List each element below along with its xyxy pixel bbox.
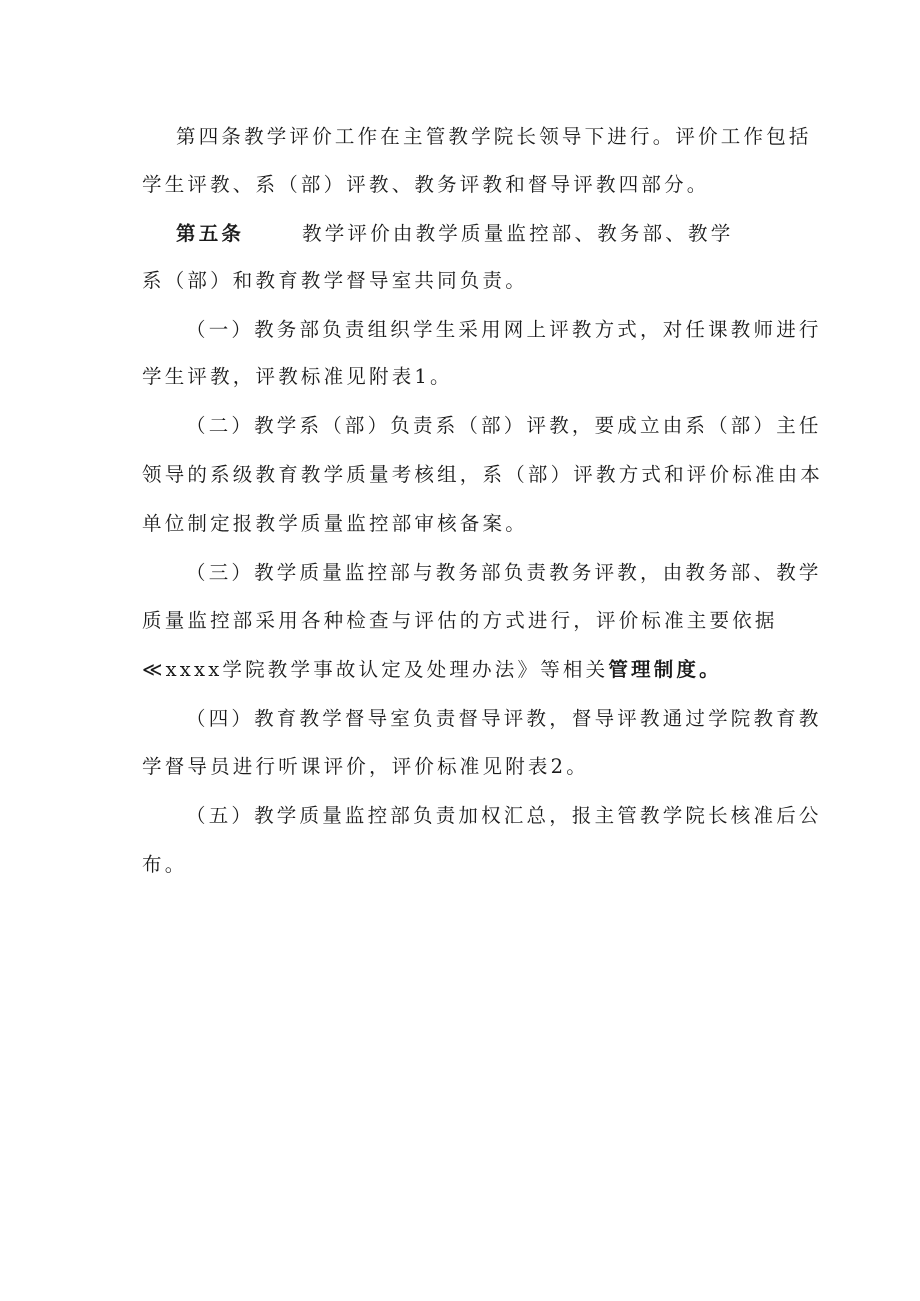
item4-line2: 学督导员进行听课评价，评价标准见附表2。 <box>142 755 589 778</box>
article5-line1 <box>176 220 733 248</box>
item2-line2: 领导的系级教育教学质量考核组，系（部）评教方式和评价标准由本 <box>142 463 824 486</box>
item3-line3-text: ≪xxxx学院教学事故认定及处理办法》等相关 <box>142 658 609 681</box>
item5-line1: （五）教学质量监控部负责加权汇总，报主管教学院长核准后公 <box>186 804 822 827</box>
item2-line1: （二）教学系（部）负责系（部）评教，要成立由系（部）主任 <box>186 414 822 437</box>
article5-heading: 第五条 <box>176 222 245 245</box>
article4-line1: 第四条教学评价工作在主管教学院长领导下进行。评价工作包括 <box>176 125 812 148</box>
item3-line3 <box>142 656 722 684</box>
article4-line2: 学生评教、系（部）评教、教务评教和督导评教四部分。 <box>142 173 710 196</box>
item2-line3: 单位制定报教学质量监控部审核备案。 <box>142 512 528 535</box>
article5-line2: 系（部）和教育教学督导室共同负责。 <box>142 269 528 292</box>
item3-line2: 质量监控部采用各种检查与评估的方式进行，评价标准主要依据 <box>142 609 778 632</box>
item4-line1: （四）教育教学督导室负责督导评教，督导评教通过学院教育教 <box>186 707 822 730</box>
item1-line2: 学生评教，评教标准见附表1。 <box>142 365 453 388</box>
item3-line3-bold: 管理制度。 <box>608 658 722 681</box>
article5-line1-text: 教学评价由教学质量监控部、教务部、教学 <box>302 222 734 245</box>
item3-line1: （三）教学质量监控部与教务部负责教务评教，由教务部、教学 <box>186 561 822 584</box>
item1-line1: （一）教务部负责组织学生采用网上评教方式，对任课教师进行 <box>186 318 822 341</box>
item5-line2: 布。 <box>142 853 188 876</box>
